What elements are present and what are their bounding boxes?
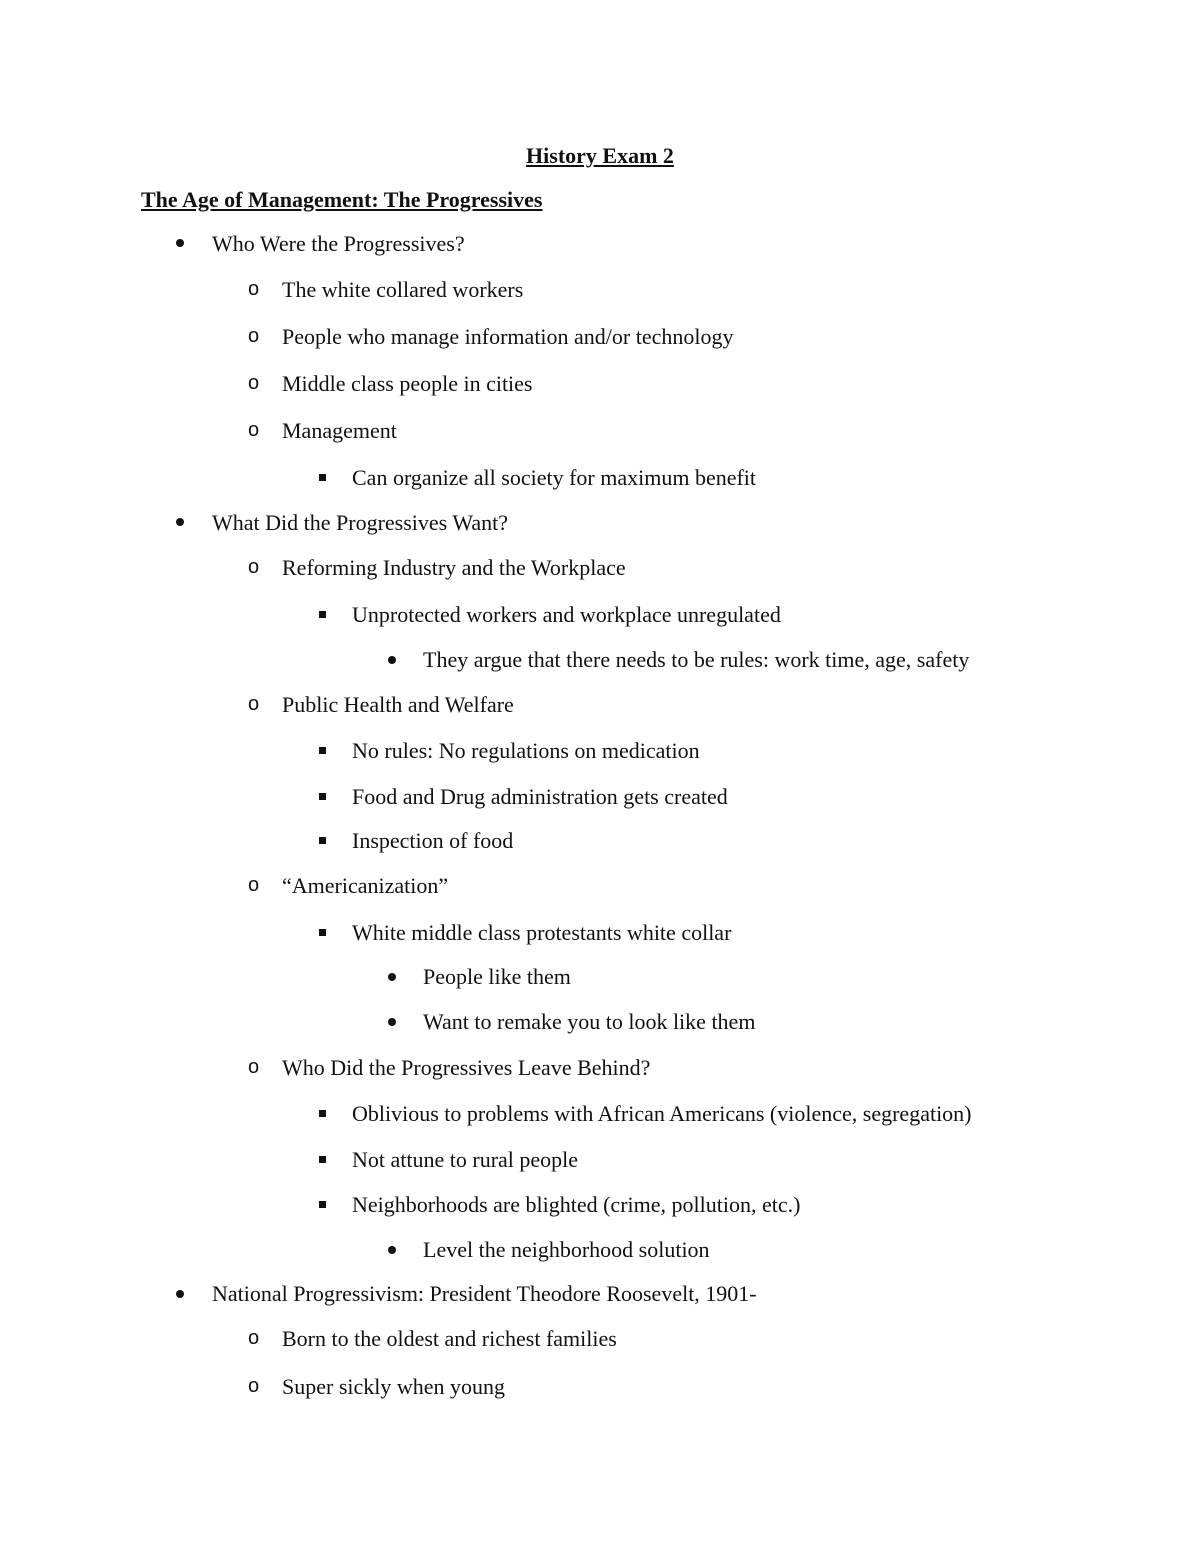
outline-item-level2: Born to the oldest and richest families — [282, 1326, 617, 1351]
outline-item-level2: Public Health and Welfare — [282, 692, 514, 717]
outline-item-level3: Can organize all society for maximum benefit — [352, 465, 757, 490]
outline-item-level2: Management — [282, 418, 397, 443]
outline-item-level3: No rules: No regulations on medication — [352, 738, 700, 763]
bullet-circle-icon: o — [248, 278, 260, 300]
outline-item-level3: Not attune to rural people — [352, 1147, 579, 1172]
bullet-dot-icon — [388, 1018, 396, 1026]
outline-item-level4: They argue that there needs to be rules: work time, age, safety — [423, 647, 970, 672]
bullet-square-icon — [319, 1110, 326, 1117]
bullet-square-icon — [319, 611, 326, 618]
bullet-square-icon — [319, 929, 326, 936]
bullet-dot-icon — [388, 1246, 396, 1254]
bullet-dot-icon — [388, 973, 396, 981]
section-heading: The Age of Management: The Progressives — [141, 187, 543, 212]
outline-item-level1: Who Were the Progressives? — [212, 231, 465, 256]
bullet-circle-icon: o — [248, 325, 260, 347]
outline-item-level4: Level the neighborhood solution — [423, 1237, 710, 1262]
bullet-dot-icon — [176, 518, 184, 526]
outline-item-level2: The white collared workers — [282, 277, 524, 302]
outline-item-level2: “Americanization” — [282, 873, 449, 898]
bullet-square-icon — [319, 793, 326, 800]
outline-item-level2: Super sickly when young — [282, 1374, 506, 1399]
outline-item-level2: Reforming Industry and the Workplace — [282, 555, 626, 580]
bullet-dot-icon — [176, 239, 184, 247]
outline-item-level3: Neighborhoods are blighted (crime, pollution, etc.) — [352, 1192, 801, 1217]
bullet-square-icon — [319, 1201, 326, 1208]
bullet-square-icon — [319, 747, 326, 754]
bullet-circle-icon: o — [248, 1056, 260, 1078]
outline-item-level1: What Did the Progressives Want? — [212, 510, 508, 535]
bullet-circle-icon: o — [248, 556, 260, 578]
outline-item-level3: Unprotected workers and workplace unregulated — [352, 602, 781, 627]
bullet-square-icon — [319, 1156, 326, 1163]
bullet-square-icon — [319, 837, 326, 844]
outline-item-level3: Food and Drug administration gets created — [352, 784, 728, 809]
outline-item-level3: White middle class protestants white collar — [352, 920, 732, 945]
outline-item-level4: People like them — [423, 964, 571, 989]
bullet-dot-icon — [388, 656, 396, 664]
document-title: History Exam 2 — [526, 143, 674, 168]
bullet-dot-icon — [176, 1290, 184, 1298]
bullet-circle-icon: o — [248, 1375, 260, 1397]
outline-item-level2: Who Did the Progressives Leave Behind? — [282, 1055, 651, 1080]
bullet-circle-icon: o — [248, 1327, 260, 1349]
outline-item-level3: Inspection of food — [352, 828, 514, 853]
outline-item-level4: Want to remake you to look like them — [423, 1009, 756, 1034]
outline-item-level2: People who manage information and/or technology — [282, 324, 734, 349]
outline-item-level3: Oblivious to problems with African Americans (violence, segregation) — [352, 1101, 972, 1126]
bullet-square-icon — [319, 474, 326, 481]
bullet-circle-icon: o — [248, 874, 260, 896]
bullet-circle-icon: o — [248, 693, 260, 715]
outline-item-level1: National Progressivism: President Theodore Roosevelt, 1901- — [212, 1281, 757, 1306]
bullet-circle-icon: o — [248, 372, 260, 394]
bullet-circle-icon: o — [248, 419, 260, 441]
outline-item-level2: Middle class people in cities — [282, 371, 533, 396]
